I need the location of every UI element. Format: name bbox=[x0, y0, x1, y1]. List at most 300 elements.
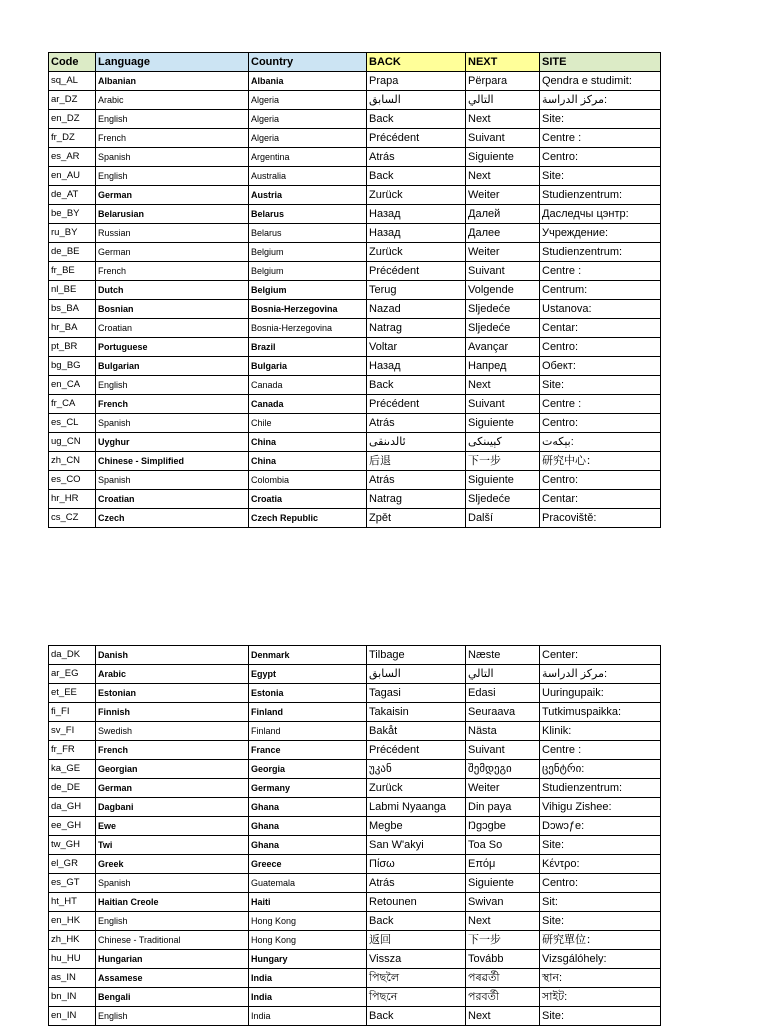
table-row bbox=[49, 452, 661, 471]
cell-language: Dagbani bbox=[96, 798, 249, 817]
cell-code: nl_BE bbox=[49, 281, 96, 300]
cell-back: পিছলৈ bbox=[367, 969, 466, 988]
cell-site: Uuringupaik: bbox=[540, 684, 661, 703]
cell-language: Uyghur bbox=[96, 433, 249, 452]
table-row bbox=[49, 1007, 661, 1026]
table-row bbox=[49, 665, 661, 684]
table-row bbox=[49, 376, 661, 395]
cell-code: zh_HK bbox=[49, 931, 96, 950]
cell-country: Algeria bbox=[249, 91, 367, 110]
cell-language: Greek bbox=[96, 855, 249, 874]
cell-back: Labmi Nyaanga bbox=[367, 798, 466, 817]
table-row bbox=[49, 72, 661, 91]
cell-country: Belarus bbox=[249, 205, 367, 224]
cell-language: English bbox=[96, 376, 249, 395]
cell-language: Spanish bbox=[96, 414, 249, 433]
cell-next: Напред bbox=[466, 357, 540, 376]
cell-language: Spanish bbox=[96, 148, 249, 167]
cell-country: Georgia bbox=[249, 760, 367, 779]
cell-country: Belgium bbox=[249, 281, 367, 300]
cell-back: Back bbox=[367, 376, 466, 395]
cell-site: Κέντρο: bbox=[540, 855, 661, 874]
header-back: BACK bbox=[367, 53, 466, 72]
cell-back: ئالدىنقى bbox=[367, 433, 466, 452]
table-row bbox=[49, 798, 661, 817]
cell-code: de_AT bbox=[49, 186, 96, 205]
cell-country: Finland bbox=[249, 722, 367, 741]
table-row bbox=[49, 262, 661, 281]
cell-code: en_DZ bbox=[49, 110, 96, 129]
cell-code: es_AR bbox=[49, 148, 96, 167]
cell-site: Vizsgálóhely: bbox=[540, 950, 661, 969]
cell-country: Belgium bbox=[249, 262, 367, 281]
cell-back: Zpět bbox=[367, 509, 466, 528]
cell-next: Siguiente bbox=[466, 148, 540, 167]
cell-country: Argentina bbox=[249, 148, 367, 167]
cell-site: 研究中心： bbox=[540, 452, 661, 471]
cell-language: Albanian bbox=[96, 72, 249, 91]
cell-next: Din paya bbox=[466, 798, 540, 817]
table-row bbox=[49, 684, 661, 703]
cell-site: Vihigu Zishee: bbox=[540, 798, 661, 817]
cell-back: Back bbox=[367, 167, 466, 186]
cell-next: Avançar bbox=[466, 338, 540, 357]
cell-country: Hong Kong bbox=[249, 931, 367, 950]
table-row bbox=[49, 205, 661, 224]
cell-next: Seuraava bbox=[466, 703, 540, 722]
header-language: Language bbox=[96, 53, 249, 72]
cell-site: Dɔwɔƒe: bbox=[540, 817, 661, 836]
cell-country: Hong Kong bbox=[249, 912, 367, 931]
cell-language: Spanish bbox=[96, 471, 249, 490]
cell-back: Terug bbox=[367, 281, 466, 300]
cell-next: Επόμ bbox=[466, 855, 540, 874]
cell-back: Atrás bbox=[367, 471, 466, 490]
cell-code: sq_AL bbox=[49, 72, 96, 91]
cell-country: Australia bbox=[249, 167, 367, 186]
cell-back: Retounen bbox=[367, 893, 466, 912]
cell-back: Natrag bbox=[367, 319, 466, 338]
header-site: SITE bbox=[540, 53, 661, 72]
cell-next: Siguiente bbox=[466, 414, 540, 433]
cell-country: Albania bbox=[249, 72, 367, 91]
cell-next: Suivant bbox=[466, 741, 540, 760]
table-row bbox=[49, 912, 661, 931]
table-row bbox=[49, 509, 661, 528]
table-row bbox=[49, 471, 661, 490]
cell-site: Site: bbox=[540, 836, 661, 855]
cell-site: স্থান: bbox=[540, 969, 661, 988]
cell-back: السابق bbox=[367, 91, 466, 110]
table-row bbox=[49, 722, 661, 741]
table-row bbox=[49, 395, 661, 414]
cell-country: Ghana bbox=[249, 836, 367, 855]
cell-back: Précédent bbox=[367, 395, 466, 414]
cell-back: Nazad bbox=[367, 300, 466, 319]
table-row bbox=[49, 646, 661, 665]
cell-code: es_GT bbox=[49, 874, 96, 893]
cell-country: Egypt bbox=[249, 665, 367, 684]
cell-next: Weiter bbox=[466, 186, 540, 205]
table-row bbox=[49, 91, 661, 110]
cell-code: ru_BY bbox=[49, 224, 96, 243]
cell-language: Estonian bbox=[96, 684, 249, 703]
cell-next: Siguiente bbox=[466, 471, 540, 490]
table-row bbox=[49, 950, 661, 969]
cell-next: كېيىنكى bbox=[466, 433, 540, 452]
cell-language: Russian bbox=[96, 224, 249, 243]
cell-next: Suivant bbox=[466, 262, 540, 281]
cell-next: Swivan bbox=[466, 893, 540, 912]
cell-code: cs_CZ bbox=[49, 509, 96, 528]
cell-site: Studienzentrum: bbox=[540, 186, 661, 205]
cell-site: সাইট: bbox=[540, 988, 661, 1007]
cell-site: مركز الدراسة: bbox=[540, 91, 661, 110]
cell-language: Danish bbox=[96, 646, 249, 665]
cell-site: Centre : bbox=[540, 129, 661, 148]
cell-site: Centro: bbox=[540, 414, 661, 433]
cell-site: Tutkimuspaikka: bbox=[540, 703, 661, 722]
cell-code: bs_BA bbox=[49, 300, 96, 319]
cell-code: fi_FI bbox=[49, 703, 96, 722]
table-row bbox=[49, 243, 661, 262]
cell-language: Swedish bbox=[96, 722, 249, 741]
table-row bbox=[49, 874, 661, 893]
table-row bbox=[49, 836, 661, 855]
cell-country: China bbox=[249, 433, 367, 452]
cell-code: be_BY bbox=[49, 205, 96, 224]
cell-language: Spanish bbox=[96, 874, 249, 893]
cell-site: Centro: bbox=[540, 338, 661, 357]
cell-back: Πίσω bbox=[367, 855, 466, 874]
cell-back: Précédent bbox=[367, 262, 466, 281]
cell-code: ar_EG bbox=[49, 665, 96, 684]
cell-next: Suivant bbox=[466, 395, 540, 414]
cell-back: Atrás bbox=[367, 414, 466, 433]
cell-site: ცენტრი: bbox=[540, 760, 661, 779]
cell-next: التالي bbox=[466, 665, 540, 684]
cell-code: hu_HU bbox=[49, 950, 96, 969]
cell-back: Back bbox=[367, 912, 466, 931]
cell-country: Algeria bbox=[249, 110, 367, 129]
cell-language: Finnish bbox=[96, 703, 249, 722]
cell-back: 返回 bbox=[367, 931, 466, 950]
cell-language: Twi bbox=[96, 836, 249, 855]
cell-back: უკან bbox=[367, 760, 466, 779]
table-row bbox=[49, 855, 661, 874]
cell-country: Estonia bbox=[249, 684, 367, 703]
cell-site: Klinik: bbox=[540, 722, 661, 741]
cell-language: Arabic bbox=[96, 91, 249, 110]
cell-language: French bbox=[96, 395, 249, 414]
cell-code: bg_BG bbox=[49, 357, 96, 376]
cell-language: Hungarian bbox=[96, 950, 249, 969]
cell-back: Atrás bbox=[367, 874, 466, 893]
table-row bbox=[49, 988, 661, 1007]
table-row bbox=[49, 779, 661, 798]
cell-language: Haitian Creole bbox=[96, 893, 249, 912]
cell-next: Përpara bbox=[466, 72, 540, 91]
cell-back: Précédent bbox=[367, 741, 466, 760]
cell-country: Ghana bbox=[249, 798, 367, 817]
table-row bbox=[49, 741, 661, 760]
cell-code: el_GR bbox=[49, 855, 96, 874]
cell-next: Sljedeće bbox=[466, 300, 540, 319]
cell-country: Chile bbox=[249, 414, 367, 433]
cell-back: Tilbage bbox=[367, 646, 466, 665]
table-row bbox=[49, 300, 661, 319]
cell-back: Назад bbox=[367, 205, 466, 224]
cell-country: Colombia bbox=[249, 471, 367, 490]
cell-language: French bbox=[96, 741, 249, 760]
cell-next: Volgende bbox=[466, 281, 540, 300]
cell-code: hr_BA bbox=[49, 319, 96, 338]
cell-site: Ustanova: bbox=[540, 300, 661, 319]
cell-code: pt_BR bbox=[49, 338, 96, 357]
cell-next: Ŋgɔgbe bbox=[466, 817, 540, 836]
cell-site: Centre : bbox=[540, 395, 661, 414]
cell-site: Site: bbox=[540, 376, 661, 395]
cell-back: السابق bbox=[367, 665, 466, 684]
cell-site: Centro: bbox=[540, 471, 661, 490]
language-table-2 bbox=[48, 645, 661, 1026]
cell-code: ar_DZ bbox=[49, 91, 96, 110]
cell-site: Centro: bbox=[540, 148, 661, 167]
cell-language: French bbox=[96, 129, 249, 148]
cell-country: Denmark bbox=[249, 646, 367, 665]
cell-country: Canada bbox=[249, 376, 367, 395]
table-row bbox=[49, 167, 661, 186]
cell-next: Next bbox=[466, 376, 540, 395]
cell-next: Next bbox=[466, 167, 540, 186]
cell-language: Chinese - Traditional bbox=[96, 931, 249, 950]
cell-country: Czech Republic bbox=[249, 509, 367, 528]
cell-site: Pracoviště: bbox=[540, 509, 661, 528]
cell-next: Næste bbox=[466, 646, 540, 665]
cell-language: Bosnian bbox=[96, 300, 249, 319]
cell-country: Bosnia-Herzegovina bbox=[249, 300, 367, 319]
cell-code: as_IN bbox=[49, 969, 96, 988]
cell-country: Ghana bbox=[249, 817, 367, 836]
cell-code: de_DE bbox=[49, 779, 96, 798]
cell-code: et_EE bbox=[49, 684, 96, 703]
cell-next: Toa So bbox=[466, 836, 540, 855]
cell-site: Обект: bbox=[540, 357, 661, 376]
cell-country: Belarus bbox=[249, 224, 367, 243]
cell-back: Tagasi bbox=[367, 684, 466, 703]
cell-next: Next bbox=[466, 110, 540, 129]
cell-next: Edasi bbox=[466, 684, 540, 703]
cell-site: بېكەت: bbox=[540, 433, 661, 452]
table-row bbox=[49, 760, 661, 779]
cell-next: Sljedeće bbox=[466, 490, 540, 509]
cell-site: Site: bbox=[540, 1007, 661, 1026]
header-next: NEXT bbox=[466, 53, 540, 72]
table-row bbox=[49, 224, 661, 243]
table-row bbox=[49, 129, 661, 148]
cell-language: English bbox=[96, 912, 249, 931]
cell-country: France bbox=[249, 741, 367, 760]
cell-back: Voltar bbox=[367, 338, 466, 357]
cell-country: Guatemala bbox=[249, 874, 367, 893]
cell-site: Studienzentrum: bbox=[540, 779, 661, 798]
cell-next: Далее bbox=[466, 224, 540, 243]
cell-code: fr_CA bbox=[49, 395, 96, 414]
cell-site: Centar: bbox=[540, 319, 661, 338]
cell-next: Nästa bbox=[466, 722, 540, 741]
cell-site: Centrum: bbox=[540, 281, 661, 300]
cell-country: India bbox=[249, 988, 367, 1007]
cell-next: 下一步 bbox=[466, 931, 540, 950]
cell-back: Zurück bbox=[367, 243, 466, 262]
cell-language: Bengali bbox=[96, 988, 249, 1007]
cell-next: Sljedeće bbox=[466, 319, 540, 338]
table-row bbox=[49, 414, 661, 433]
cell-next: Weiter bbox=[466, 779, 540, 798]
cell-country: China bbox=[249, 452, 367, 471]
cell-next: შემდეგი bbox=[466, 760, 540, 779]
cell-language: Dutch bbox=[96, 281, 249, 300]
cell-next: Tovább bbox=[466, 950, 540, 969]
cell-site: Даследчы цэнтр: bbox=[540, 205, 661, 224]
cell-back: Zurück bbox=[367, 779, 466, 798]
cell-language: Czech bbox=[96, 509, 249, 528]
header-row bbox=[49, 53, 661, 72]
cell-code: fr_BE bbox=[49, 262, 96, 281]
cell-country: Austria bbox=[249, 186, 367, 205]
cell-country: India bbox=[249, 1007, 367, 1026]
table-row bbox=[49, 433, 661, 452]
cell-language: Chinese - Simplified bbox=[96, 452, 249, 471]
table-row bbox=[49, 357, 661, 376]
cell-next: পৰৱৰ্তী bbox=[466, 969, 540, 988]
cell-back: Back bbox=[367, 1007, 466, 1026]
table-row bbox=[49, 319, 661, 338]
cell-country: Finland bbox=[249, 703, 367, 722]
table-row bbox=[49, 817, 661, 836]
cell-site: Centro: bbox=[540, 874, 661, 893]
cell-code: ka_GE bbox=[49, 760, 96, 779]
cell-language: German bbox=[96, 186, 249, 205]
cell-site: Studienzentrum: bbox=[540, 243, 661, 262]
cell-language: English bbox=[96, 1007, 249, 1026]
table-row bbox=[49, 893, 661, 912]
cell-back: Bakåt bbox=[367, 722, 466, 741]
cell-back: Назад bbox=[367, 224, 466, 243]
language-table-1 bbox=[48, 52, 661, 528]
cell-country: Hungary bbox=[249, 950, 367, 969]
cell-next: Next bbox=[466, 1007, 540, 1026]
cell-code: en_HK bbox=[49, 912, 96, 931]
table-row bbox=[49, 703, 661, 722]
cell-language: Georgian bbox=[96, 760, 249, 779]
cell-code: de_BE bbox=[49, 243, 96, 262]
cell-back: Prapa bbox=[367, 72, 466, 91]
cell-next: التالي bbox=[466, 91, 540, 110]
cell-back: Vissza bbox=[367, 950, 466, 969]
cell-language: German bbox=[96, 779, 249, 798]
cell-next: 下一步 bbox=[466, 452, 540, 471]
table-row bbox=[49, 931, 661, 950]
cell-code: da_DK bbox=[49, 646, 96, 665]
header-country: Country bbox=[249, 53, 367, 72]
cell-language: German bbox=[96, 243, 249, 262]
cell-back: Précédent bbox=[367, 129, 466, 148]
cell-back: পিছনে bbox=[367, 988, 466, 1007]
cell-language: Croatian bbox=[96, 490, 249, 509]
header-code: Code bbox=[49, 53, 96, 72]
cell-country: Brazil bbox=[249, 338, 367, 357]
cell-site: 研究單位： bbox=[540, 931, 661, 950]
cell-code: es_CO bbox=[49, 471, 96, 490]
cell-country: Croatia bbox=[249, 490, 367, 509]
cell-code: bn_IN bbox=[49, 988, 96, 1007]
cell-next: Next bbox=[466, 912, 540, 931]
cell-language: Portuguese bbox=[96, 338, 249, 357]
cell-code: en_IN bbox=[49, 1007, 96, 1026]
cell-code: en_CA bbox=[49, 376, 96, 395]
cell-code: sv_FI bbox=[49, 722, 96, 741]
cell-next: Weiter bbox=[466, 243, 540, 262]
cell-code: da_GH bbox=[49, 798, 96, 817]
cell-code: zh_CN bbox=[49, 452, 96, 471]
cell-code: ee_GH bbox=[49, 817, 96, 836]
cell-site: Centre : bbox=[540, 741, 661, 760]
cell-country: Haiti bbox=[249, 893, 367, 912]
cell-country: India bbox=[249, 969, 367, 988]
table-row bbox=[49, 186, 661, 205]
cell-site: Sit: bbox=[540, 893, 661, 912]
cell-country: Algeria bbox=[249, 129, 367, 148]
cell-next: Далей bbox=[466, 205, 540, 224]
cell-site: Site: bbox=[540, 912, 661, 931]
cell-code: hr_HR bbox=[49, 490, 96, 509]
cell-site: Center: bbox=[540, 646, 661, 665]
cell-language: Croatian bbox=[96, 319, 249, 338]
cell-code: ug_CN bbox=[49, 433, 96, 452]
cell-country: Bulgaria bbox=[249, 357, 367, 376]
cell-site: Учреждение: bbox=[540, 224, 661, 243]
cell-code: tw_GH bbox=[49, 836, 96, 855]
cell-language: Belarusian bbox=[96, 205, 249, 224]
table-row bbox=[49, 281, 661, 300]
cell-site: Centre : bbox=[540, 262, 661, 281]
cell-site: Qendra e studimit: bbox=[540, 72, 661, 91]
cell-code: fr_FR bbox=[49, 741, 96, 760]
cell-back: Takaisin bbox=[367, 703, 466, 722]
table-row bbox=[49, 969, 661, 988]
cell-country: Germany bbox=[249, 779, 367, 798]
table-row bbox=[49, 338, 661, 357]
cell-next: Další bbox=[466, 509, 540, 528]
cell-country: Bosnia-Herzegovina bbox=[249, 319, 367, 338]
cell-code: en_AU bbox=[49, 167, 96, 186]
cell-country: Canada bbox=[249, 395, 367, 414]
cell-language: Ewe bbox=[96, 817, 249, 836]
table-row bbox=[49, 148, 661, 167]
cell-back: San W'akyi bbox=[367, 836, 466, 855]
cell-language: English bbox=[96, 110, 249, 129]
cell-back: Atrás bbox=[367, 148, 466, 167]
cell-language: French bbox=[96, 262, 249, 281]
cell-next: পরবর্তী bbox=[466, 988, 540, 1007]
cell-site: Site: bbox=[540, 167, 661, 186]
cell-back: Megbe bbox=[367, 817, 466, 836]
cell-language: English bbox=[96, 167, 249, 186]
cell-back: Natrag bbox=[367, 490, 466, 509]
cell-back: Back bbox=[367, 110, 466, 129]
cell-back: 后退 bbox=[367, 452, 466, 471]
